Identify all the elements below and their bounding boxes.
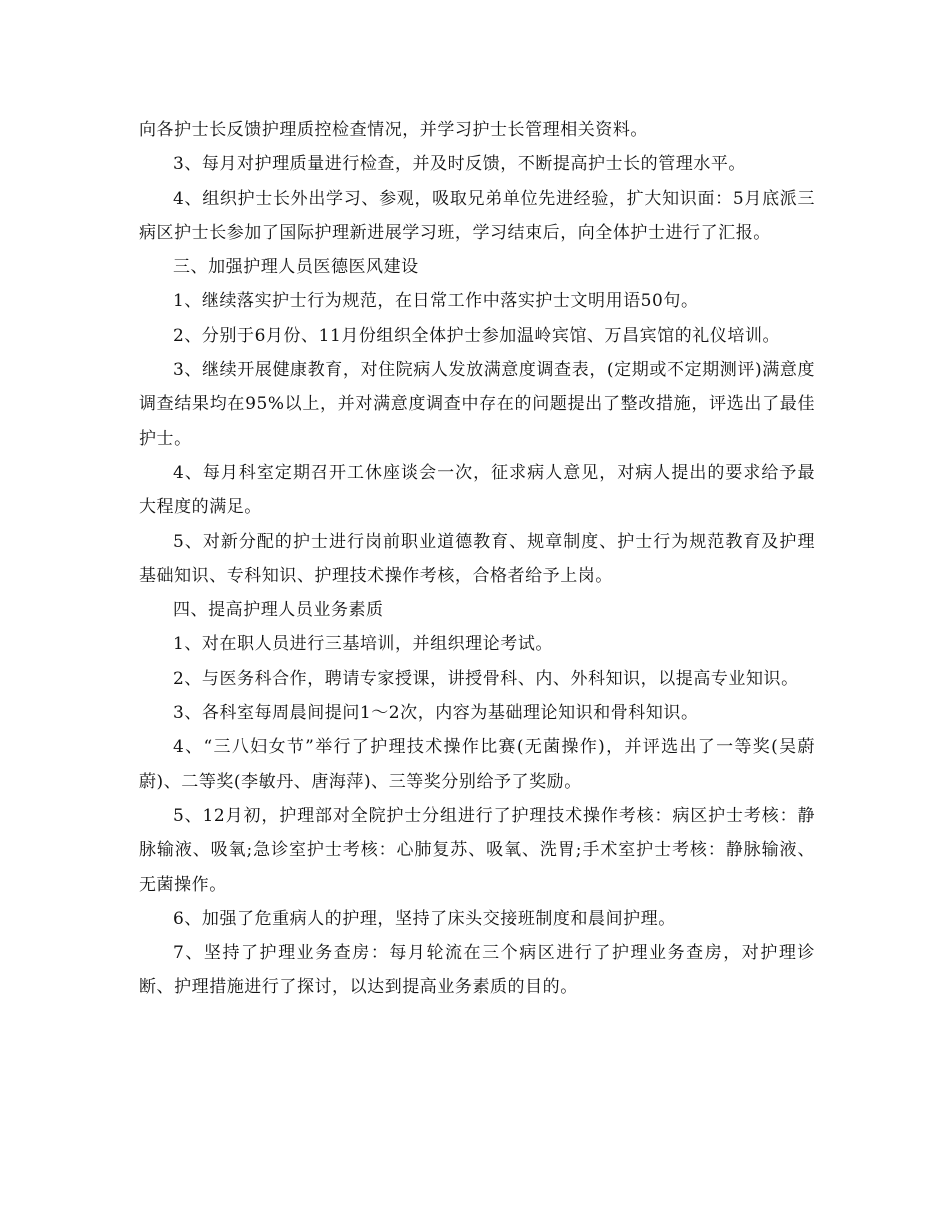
paragraph: 4、组织护士长外出学习、参观，吸取兄弟单位先进经验，扩大知识面：5月底派三病区护士长参加了国际护理新进展学习班，学习结束后，向全体护士进行了汇报。 xyxy=(139,188,815,243)
paragraph: 向各护士长反馈护理质控检查情况，并学习护士长管理相关资料。 xyxy=(139,120,648,140)
paragraph: 5、12月初，护理部对全院护士分组进行了护理技术操作考核：病区护士考核：静脉输液、吸氧;急诊室护士考核：心肺复苏、吸氧、洗胃;手术室护士考核：静脉输液、无菌操作。 xyxy=(139,805,815,895)
paragraph: 6、加强了危重病人的护理，坚持了床头交接班制度和晨间护理。 xyxy=(173,908,676,929)
paragraph: 7、坚持了护理业务查房：每月轮流在三个病区进行了护理业务查房，对护理诊断、护理措施进行了探讨，以达到提高业务素质的目的。 xyxy=(139,943,815,998)
paragraph: 3、每月对护理质量进行检查，并及时反馈，不断提高护士长的管理水平。 xyxy=(173,154,746,175)
paragraph: 2、分别于6月份、11月份组织全体护士参加温岭宾馆、万昌宾馆的礼仪培训。 xyxy=(173,325,781,346)
paragraph: 1、对在职人员进行三基培训，并组织理论考试。 xyxy=(173,634,553,655)
paragraph: 2、与医务科合作，聘请专家授课，讲授骨科、内、外科知识，以提高专业知识。 xyxy=(173,668,799,689)
paragraph: 4、每月科室定期召开工休座谈会一次，征求病人意见，对病人提出的要求给予最大程度的满足。 xyxy=(139,462,815,518)
paragraph: 1、继续落实护士行为规范，在日常工作中落实护士文明用语50句。 xyxy=(173,291,699,312)
paragraph: 5、对新分配的护士进行岗前职业道德教育、规章制度、护士行为规范教育及护理基础知识、专科知识、护理技术操作考核，合格者给予上岗。 xyxy=(139,531,815,586)
paragraph: 4、“三八妇女节”举行了护理技术操作比赛(无菌操作)，并评选出了一等奖(吴蔚蔚)、二等奖(李敏丹、唐海萍)、三等奖分别给予了奖励。 xyxy=(139,737,815,792)
paragraph: 3、各科室每周晨间提问1～2次，内容为基础理论知识和骨科知识。 xyxy=(173,703,699,724)
section-heading: 四、提高护理人员业务素质 xyxy=(173,600,384,621)
paragraph: 3、继续开展健康教育，对住院病人发放满意度调查表，(定期或不定期测评)满意度调查结果均在95%以上，并对满意度调查中存在的问题提出了整改措施，评选出了最佳护士。 xyxy=(139,360,815,449)
section-heading: 三、加强护理人员医德医风建设 xyxy=(173,257,419,278)
document-body xyxy=(139,113,815,1005)
